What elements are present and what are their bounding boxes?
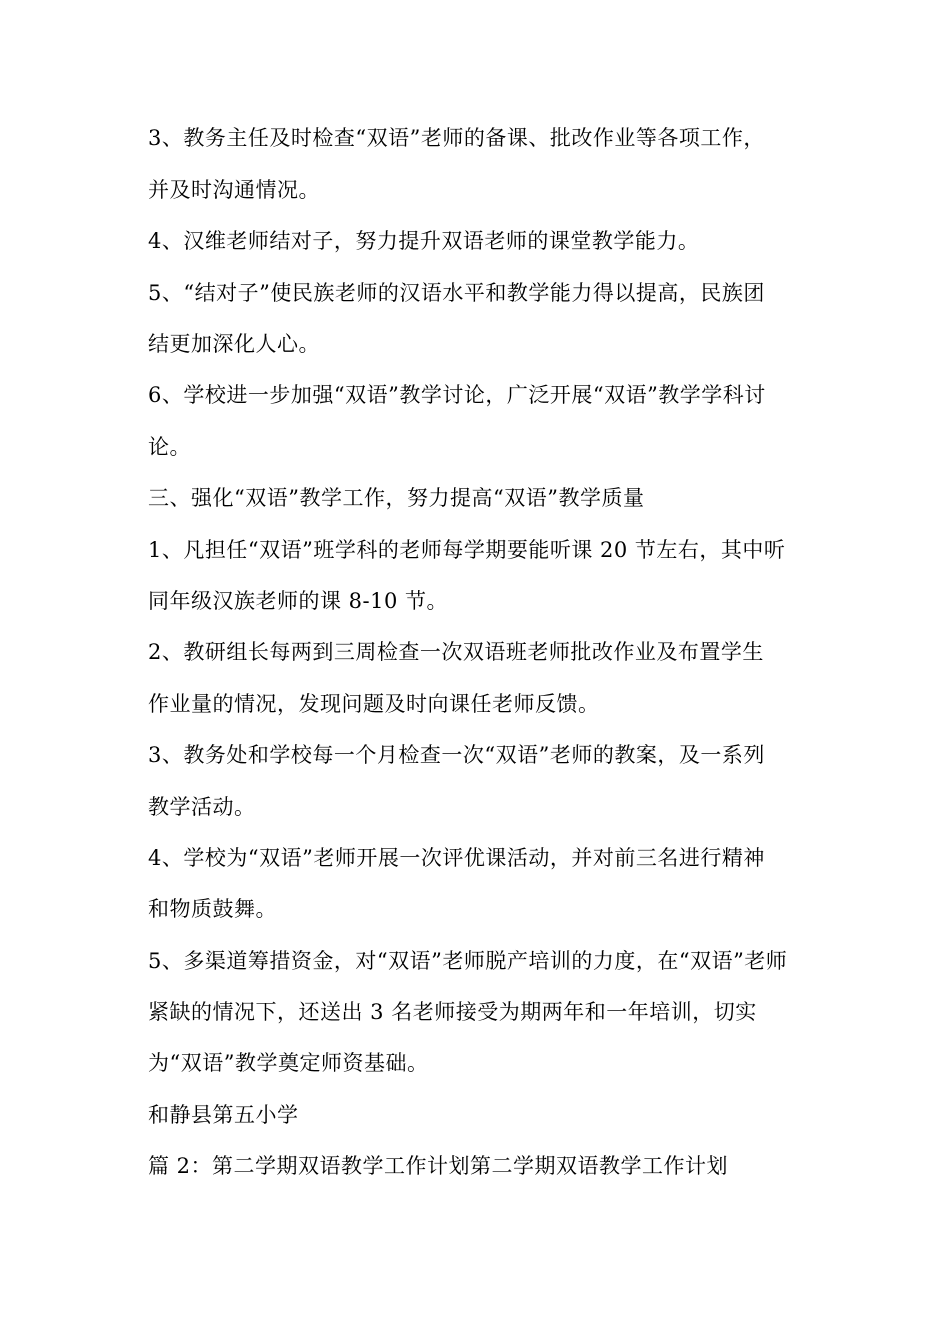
paragraph-line: 论。 bbox=[148, 435, 191, 459]
chapter-title: 篇 2：第二学期双语教学工作计划第二学期双语教学工作计划 bbox=[148, 1154, 729, 1178]
paragraph-line: 结更加深化人心。 bbox=[148, 332, 320, 356]
paragraph-line: 紧缺的情况下，还送出 3 名老师接受为期两年和一年培训，切实 bbox=[148, 1000, 757, 1024]
paragraph-line: 6、学校进一步加强“双语”教学讨论，广泛开展“双语”教学学科讨 bbox=[148, 383, 766, 407]
paragraph-line: 5、多渠道筹措资金，对“双语”老师脱产培训的力度，在“双语”老师 bbox=[148, 949, 788, 973]
paragraph-line: 作业量的情况，发现问题及时向课任老师反馈。 bbox=[148, 692, 600, 716]
paragraph-line: 为“双语”教学奠定师资基础。 bbox=[148, 1051, 429, 1075]
paragraph-line: 教学活动。 bbox=[148, 795, 256, 819]
school-name: 和静县第五小学 bbox=[148, 1103, 299, 1127]
paragraph-line: 和物质鼓舞。 bbox=[148, 897, 277, 921]
paragraph-line: 2、教研组长每两到三周检查一次双语班老师批改作业及布置学生 bbox=[148, 640, 764, 664]
paragraph-line: 3、教务处和学校每一个月检查一次“双语”老师的教案，及一系列 bbox=[148, 743, 765, 767]
paragraph-line: 3、教务主任及时检查“双语”老师的备课、批改作业等各项工作， bbox=[148, 126, 765, 150]
paragraph-line: 并及时沟通情况。 bbox=[148, 178, 320, 202]
paragraph-line: 同年级汉族老师的课 8-10 节。 bbox=[148, 589, 449, 613]
paragraph-line: 4、学校为“双语”老师开展一次评优课活动，并对前三名进行精神 bbox=[148, 846, 765, 870]
paragraph-line: 1、凡担任“双语”班学科的老师每学期要能听课 20 节左右，其中听 bbox=[148, 538, 786, 562]
section-heading: 三、强化“双语”教学工作，努力提高“双语”教学质量 bbox=[148, 486, 645, 510]
paragraph-line: 5、“结对子”使民族老师的汉语水平和教学能力得以提高，民族团 bbox=[148, 281, 765, 305]
paragraph-line: 4、汉维老师结对子，努力提升双语老师的课堂教学能力。 bbox=[148, 229, 700, 253]
